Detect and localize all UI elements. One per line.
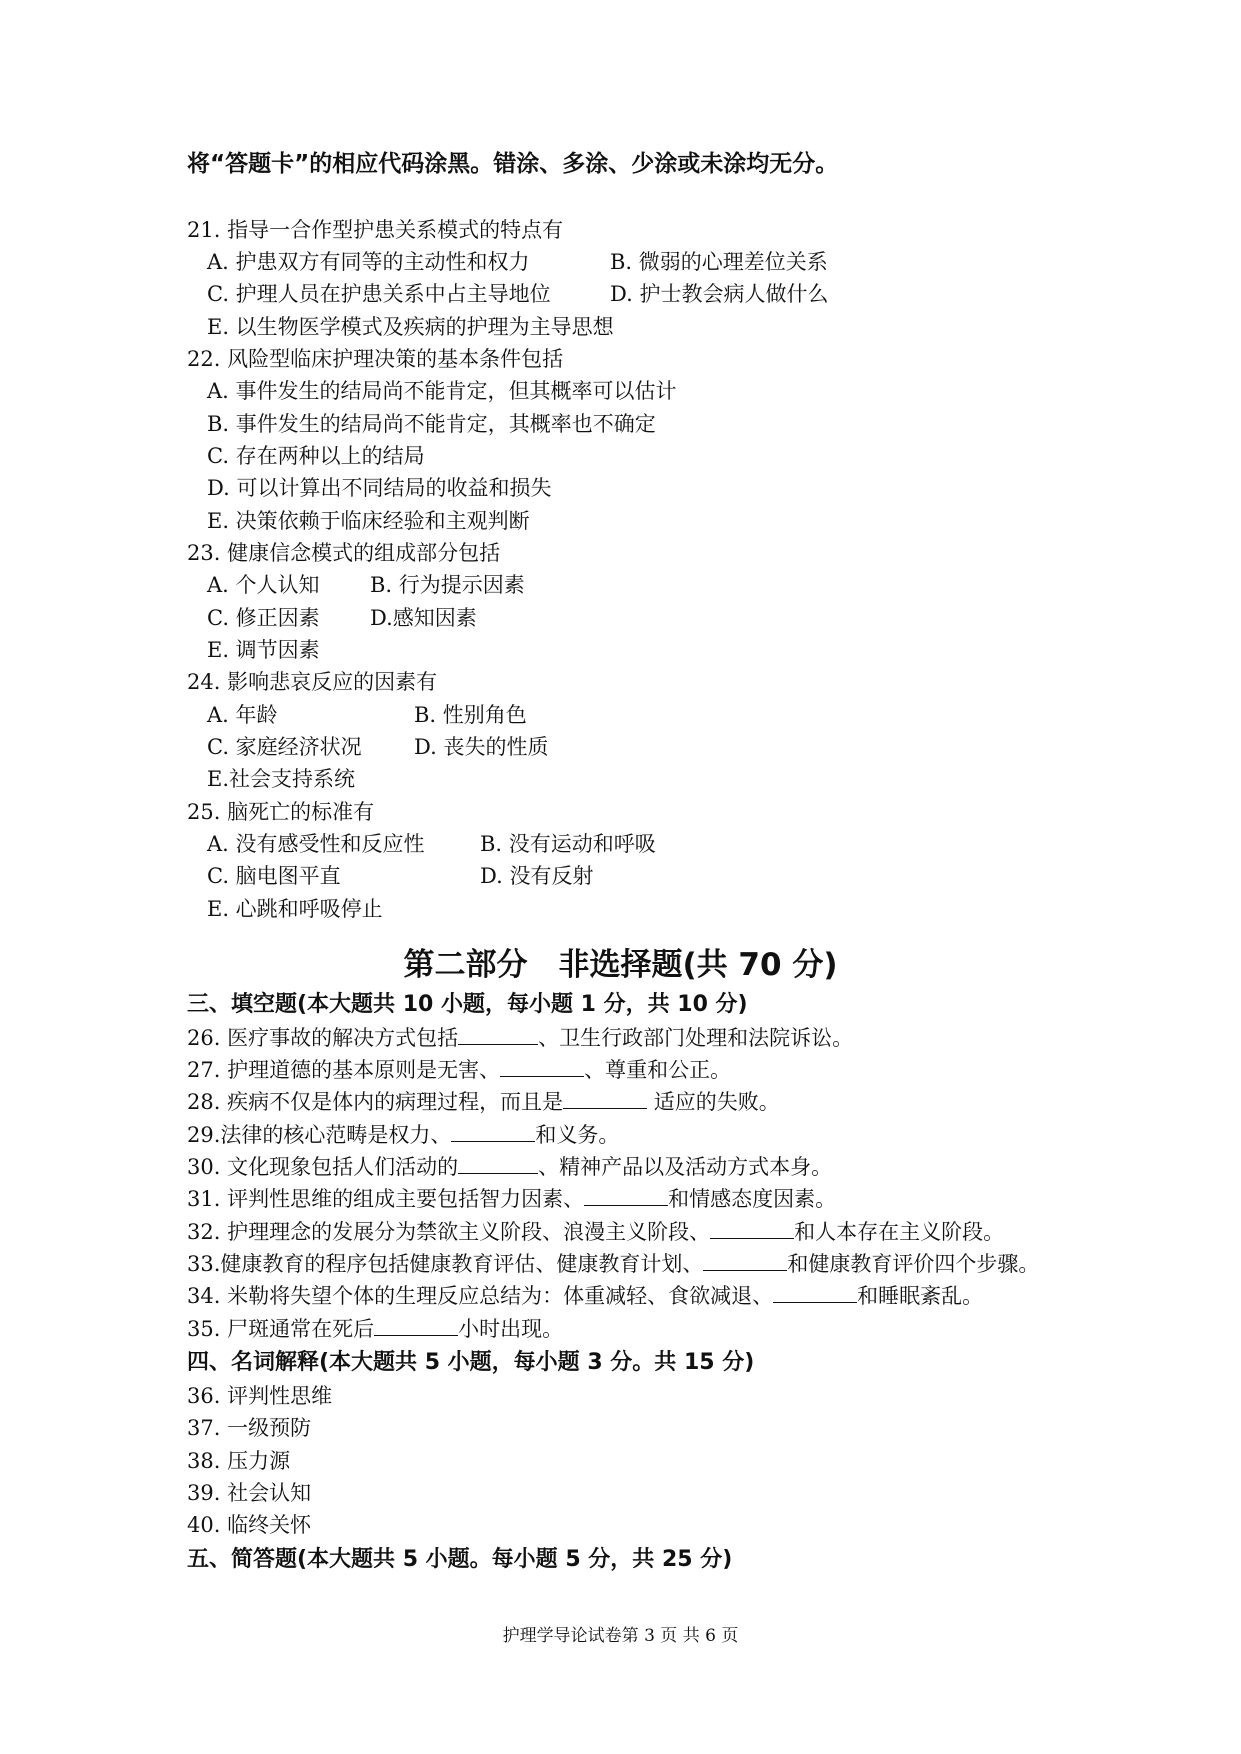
q24-option-d: D. 丧失的性质 xyxy=(414,735,549,759)
answer-blank xyxy=(710,1220,794,1239)
intro-instruction: 将“答题卡”的相应代码涂黑。错涂、多涂、少涂或未涂均无分。 xyxy=(187,151,839,177)
q24-option-c: C. 家庭经济状况 xyxy=(207,735,362,759)
q27: 27. 护理道德的基本原则是无害、 、尊重和公正。 xyxy=(187,1058,732,1082)
answer-blank xyxy=(773,1284,857,1303)
section-five-heading: 五、简答题(本大题共 5 小题。每小题 5 分，共 25 分) xyxy=(187,1547,733,1572)
q25-stem: 25. 脑死亡的标准有 xyxy=(187,800,375,824)
q21-option-a: A. 护患双方有同等的主动性和权力 xyxy=(207,250,530,274)
q21-option-d: D. 护士教会病人做什么 xyxy=(610,282,829,306)
q25-option-d: D. 没有反射 xyxy=(480,864,594,888)
q22-option-c: C. 存在两种以上的结局 xyxy=(207,444,425,468)
q39: 39. 社会认知 xyxy=(187,1481,312,1505)
q28: 28. 疾病不仅是体内的病理过程，而且是 适应的失败。 xyxy=(187,1090,780,1114)
q24-option-b: B. 性别角色 xyxy=(414,703,527,727)
q22-stem: 22. 风险型临床护理决策的基本条件包括 xyxy=(187,347,564,371)
q23-option-b: B. 行为提示因素 xyxy=(370,573,525,597)
answer-blank xyxy=(563,1090,647,1109)
answer-blank xyxy=(458,1026,538,1045)
q38: 38. 压力源 xyxy=(187,1449,291,1473)
section-three-heading: 三、填空题(本大题共 10 小题，每小题 1 分，共 10 分) xyxy=(187,992,748,1017)
q24-stem: 24. 影响悲哀反应的因素有 xyxy=(187,670,438,694)
q33: 33.健康教育的程序包括健康教育评估、健康教育计划、 和健康教育评价四个步骤。 xyxy=(187,1252,1040,1276)
q22-option-b: B. 事件发生的结局尚不能肯定，其概率也不确定 xyxy=(207,412,656,436)
q23-option-d: D.感知因素 xyxy=(370,606,477,630)
answer-blank xyxy=(374,1317,458,1336)
q25-option-c: C. 脑电图平直 xyxy=(207,864,341,888)
q23-option-e: E. 调节因素 xyxy=(207,638,320,662)
q40: 40. 临终关怀 xyxy=(187,1513,312,1537)
q25-option-b: B. 没有运动和呼吸 xyxy=(480,832,656,856)
q25-option-a: A. 没有感受性和反应性 xyxy=(207,832,425,856)
section-four-heading: 四、名词解释(本大题共 5 小题，每小题 3 分。共 15 分) xyxy=(187,1350,755,1375)
q30: 30. 文化现象包括人们活动的 、精神产品以及活动方式本身。 xyxy=(187,1155,833,1179)
q32: 32. 护理理念的发展分为禁欲主义阶段、浪漫主义阶段、 和人本存在主义阶段。 xyxy=(187,1220,1005,1244)
q21-stem: 21. 指导一合作型护患关系模式的特点有 xyxy=(187,218,564,242)
part-two-title: 第二部分 非选择题(共 70 分) xyxy=(403,947,838,983)
q23-option-a: A. 个人认知 xyxy=(207,573,320,597)
answer-blank xyxy=(703,1252,787,1271)
q31: 31. 评判性思维的组成主要包括智力因素、 和情感态度因素。 xyxy=(187,1187,837,1211)
q22-option-d: D. 可以计算出不同结局的收益和损失 xyxy=(207,476,552,500)
q21-option-b: B. 微弱的心理差位关系 xyxy=(610,250,828,274)
q29: 29.法律的核心范畴是权力、 和义务。 xyxy=(187,1123,620,1147)
q34: 34. 米勒将失望个体的生理反应总结为：体重减轻、食欲减退、 和睡眠紊乱。 xyxy=(187,1284,984,1308)
answer-blank xyxy=(458,1155,538,1174)
q35: 35. 尸斑通常在死后 小时出现。 xyxy=(187,1317,564,1341)
q24-option-e: E.社会支持系统 xyxy=(207,767,356,791)
q36: 36. 评判性思维 xyxy=(187,1384,333,1408)
answer-blank xyxy=(584,1187,668,1206)
answer-blank xyxy=(451,1123,535,1142)
q24-option-a: A. 年龄 xyxy=(207,703,278,727)
q26: 26. 医疗事故的解决方式包括 、卫生行政部门处理和法院诉讼。 xyxy=(187,1026,854,1050)
q25-option-e: E. 心跳和呼吸停止 xyxy=(207,897,383,921)
q21-option-c: C. 护理人员在护患关系中占主导地位 xyxy=(207,282,551,306)
page-footer: 护理学导论试卷第 3 页 共 6 页 xyxy=(502,1626,739,1646)
q22-option-a: A. 事件发生的结局尚不能肯定，但其概率可以估计 xyxy=(207,379,677,403)
q22-option-e: E. 决策依赖于临床经验和主观判断 xyxy=(207,509,530,533)
q23-option-c: C. 修正因素 xyxy=(207,606,320,630)
answer-blank xyxy=(500,1058,584,1077)
q23-stem: 23. 健康信念模式的组成部分包括 xyxy=(187,541,501,565)
q21-option-e: E. 以生物医学模式及疾病的护理为主导思想 xyxy=(207,315,614,339)
q37: 37. 一级预防 xyxy=(187,1416,312,1440)
